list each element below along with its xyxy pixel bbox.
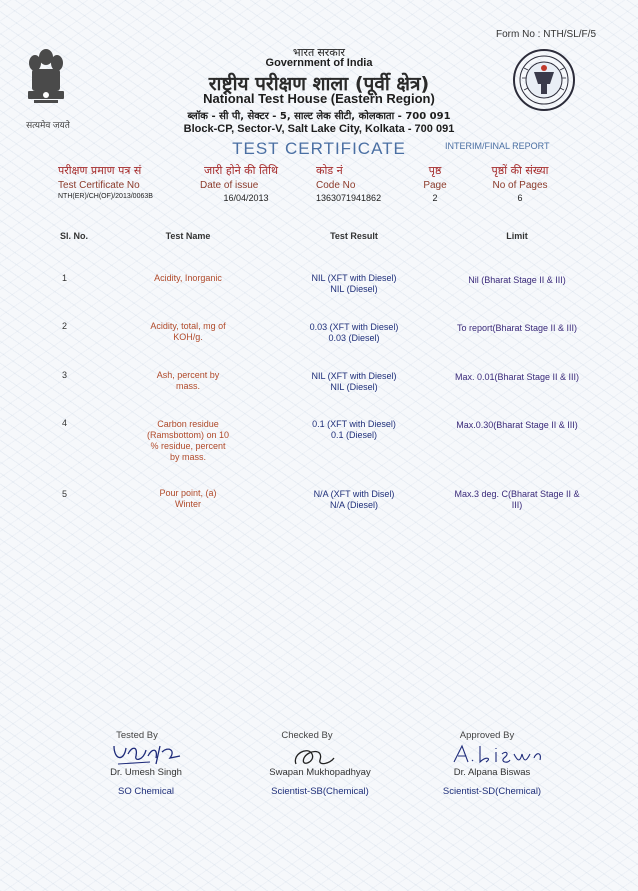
- meta-certificate-value: NTH(ER)/CH(OF)/2013/0063B: [58, 193, 153, 200]
- header-limit: Limit: [506, 231, 528, 241]
- row-2-test-result: 0.03 (XFT with Diesel) 0.03 (Diesel): [309, 322, 399, 343]
- meta-page-label: Page: [423, 180, 447, 191]
- meta-page: [420, 163, 450, 203]
- meta-code-value: 1363071941862: [316, 193, 382, 203]
- approved-by-role: Scientist-SD(Chemical): [442, 786, 542, 797]
- row-3-limit: Max. 0.01(Bharat Stage II & III): [454, 372, 580, 382]
- organization-hindi: राष्ट्रीय परीक्षण शाला (पूर्वी क्षेत्र): [208, 73, 430, 95]
- row-2-limit: To report(Bharat Stage II & III): [456, 323, 578, 333]
- meta-certificate-label: Test Certificate No: [58, 180, 140, 191]
- row-3-sl: 3: [62, 370, 68, 380]
- report-type: INTERIM/FINAL REPORT: [445, 141, 550, 151]
- certificate-title: TEST CERTIFICATE: [232, 139, 406, 158]
- government-hindi: भारत सरकार: [292, 47, 346, 59]
- header-test-name: Test Name: [165, 231, 211, 241]
- approved-by-signature: [450, 742, 550, 766]
- row-5-limit: Max.3 deg. C(Bharat Stage II & III): [454, 489, 580, 510]
- meta-pages-label-hindi: पृष्ठों की संख्या: [491, 164, 549, 177]
- meta-date-label: Date of issue: [200, 180, 259, 191]
- meta-pages-value: 6: [517, 193, 523, 203]
- checked-by-title: Checked By: [281, 730, 333, 741]
- row-1-test-name: Acidity, Inorganic: [154, 273, 222, 283]
- tested-by-name: Dr. Umesh Singh: [110, 767, 182, 778]
- row-4-test-name: Carbon residue (Ramsbottom) on 10 % residue, percent by mass.: [146, 419, 230, 462]
- tested-by-title: Tested By: [116, 730, 158, 741]
- meta-code: [316, 163, 381, 203]
- address-hindi: ब्लॉक - सी पी, सेक्टर - 5, साल्ट लेक सीटी, कोलकाता - 700 091: [187, 111, 451, 122]
- row-5-test-name: Pour point, (a) Winter: [159, 488, 217, 509]
- government-english: Government of India: [265, 57, 373, 69]
- meta-code-label: Code No: [316, 180, 356, 191]
- tested-by-signature: [110, 742, 190, 766]
- meta-certificate-label-hindi: परीक्षण प्रमाण पत्र सं: [58, 164, 142, 177]
- meta-date-value: 16/04/2013: [223, 193, 269, 203]
- meta-pages: [480, 163, 560, 203]
- meta-date: [196, 163, 286, 203]
- row-1-test-result: NIL (XFT with Diesel) NIL (Diesel): [311, 273, 397, 294]
- meta-certificate: [58, 163, 153, 200]
- approved-by-title: Approved By: [459, 730, 515, 741]
- header-test-result: Test Result: [330, 231, 378, 241]
- meta-date-label-hindi: जारी होने की तिथि: [204, 164, 278, 177]
- row-2-sl: 2: [62, 321, 68, 331]
- organization-english: National Test House (Eastern Region): [203, 91, 435, 106]
- row-4-sl: 4: [62, 418, 68, 428]
- row-5-test-result: N/A (XFT with Disel) N/A (Diesel): [313, 489, 395, 510]
- row-1-sl: 1: [62, 273, 68, 283]
- row-1-limit: Nil (Bharat Stage II & III): [468, 275, 566, 285]
- emblem-motto: सत्यमेव जयते: [26, 120, 70, 130]
- address-english: Block-CP, Sector-V, Salt Lake City, Kolkata - 700 091: [183, 123, 455, 135]
- meta-code-label-hindi: कोड नं: [316, 164, 343, 177]
- header-sl-no: Sl. No.: [60, 231, 89, 241]
- row-4-limit: Max.0.30(Bharat Stage II & III): [456, 420, 578, 430]
- meta-page-label-hindi: पृष्ठ: [428, 164, 442, 177]
- form-number: Form No : NTH/SL/F/5: [495, 29, 596, 40]
- tested-by-role: SO Chemical: [118, 786, 174, 797]
- row-5-sl: 5: [62, 489, 68, 499]
- row-4-test-result: 0.1 (XFT with Diesel) 0.1 (Diesel): [312, 419, 396, 440]
- row-3-test-name: Ash, percent by mass.: [156, 370, 220, 391]
- checked-by-role: Scientist-SB(Chemical): [271, 786, 369, 797]
- checked-by-name: Swapan Mukhopadhyay: [269, 767, 371, 778]
- meta-page-value: 2: [432, 193, 438, 203]
- meta-pages-label: No of Pages: [492, 180, 548, 191]
- row-3-test-result: NIL (XFT with Diesel) NIL (Diesel): [311, 371, 397, 392]
- row-2-test-name: Acidity, total, mg of KOH/g.: [150, 321, 226, 342]
- approved-by-name: Dr. Alpana Biswas: [453, 767, 531, 778]
